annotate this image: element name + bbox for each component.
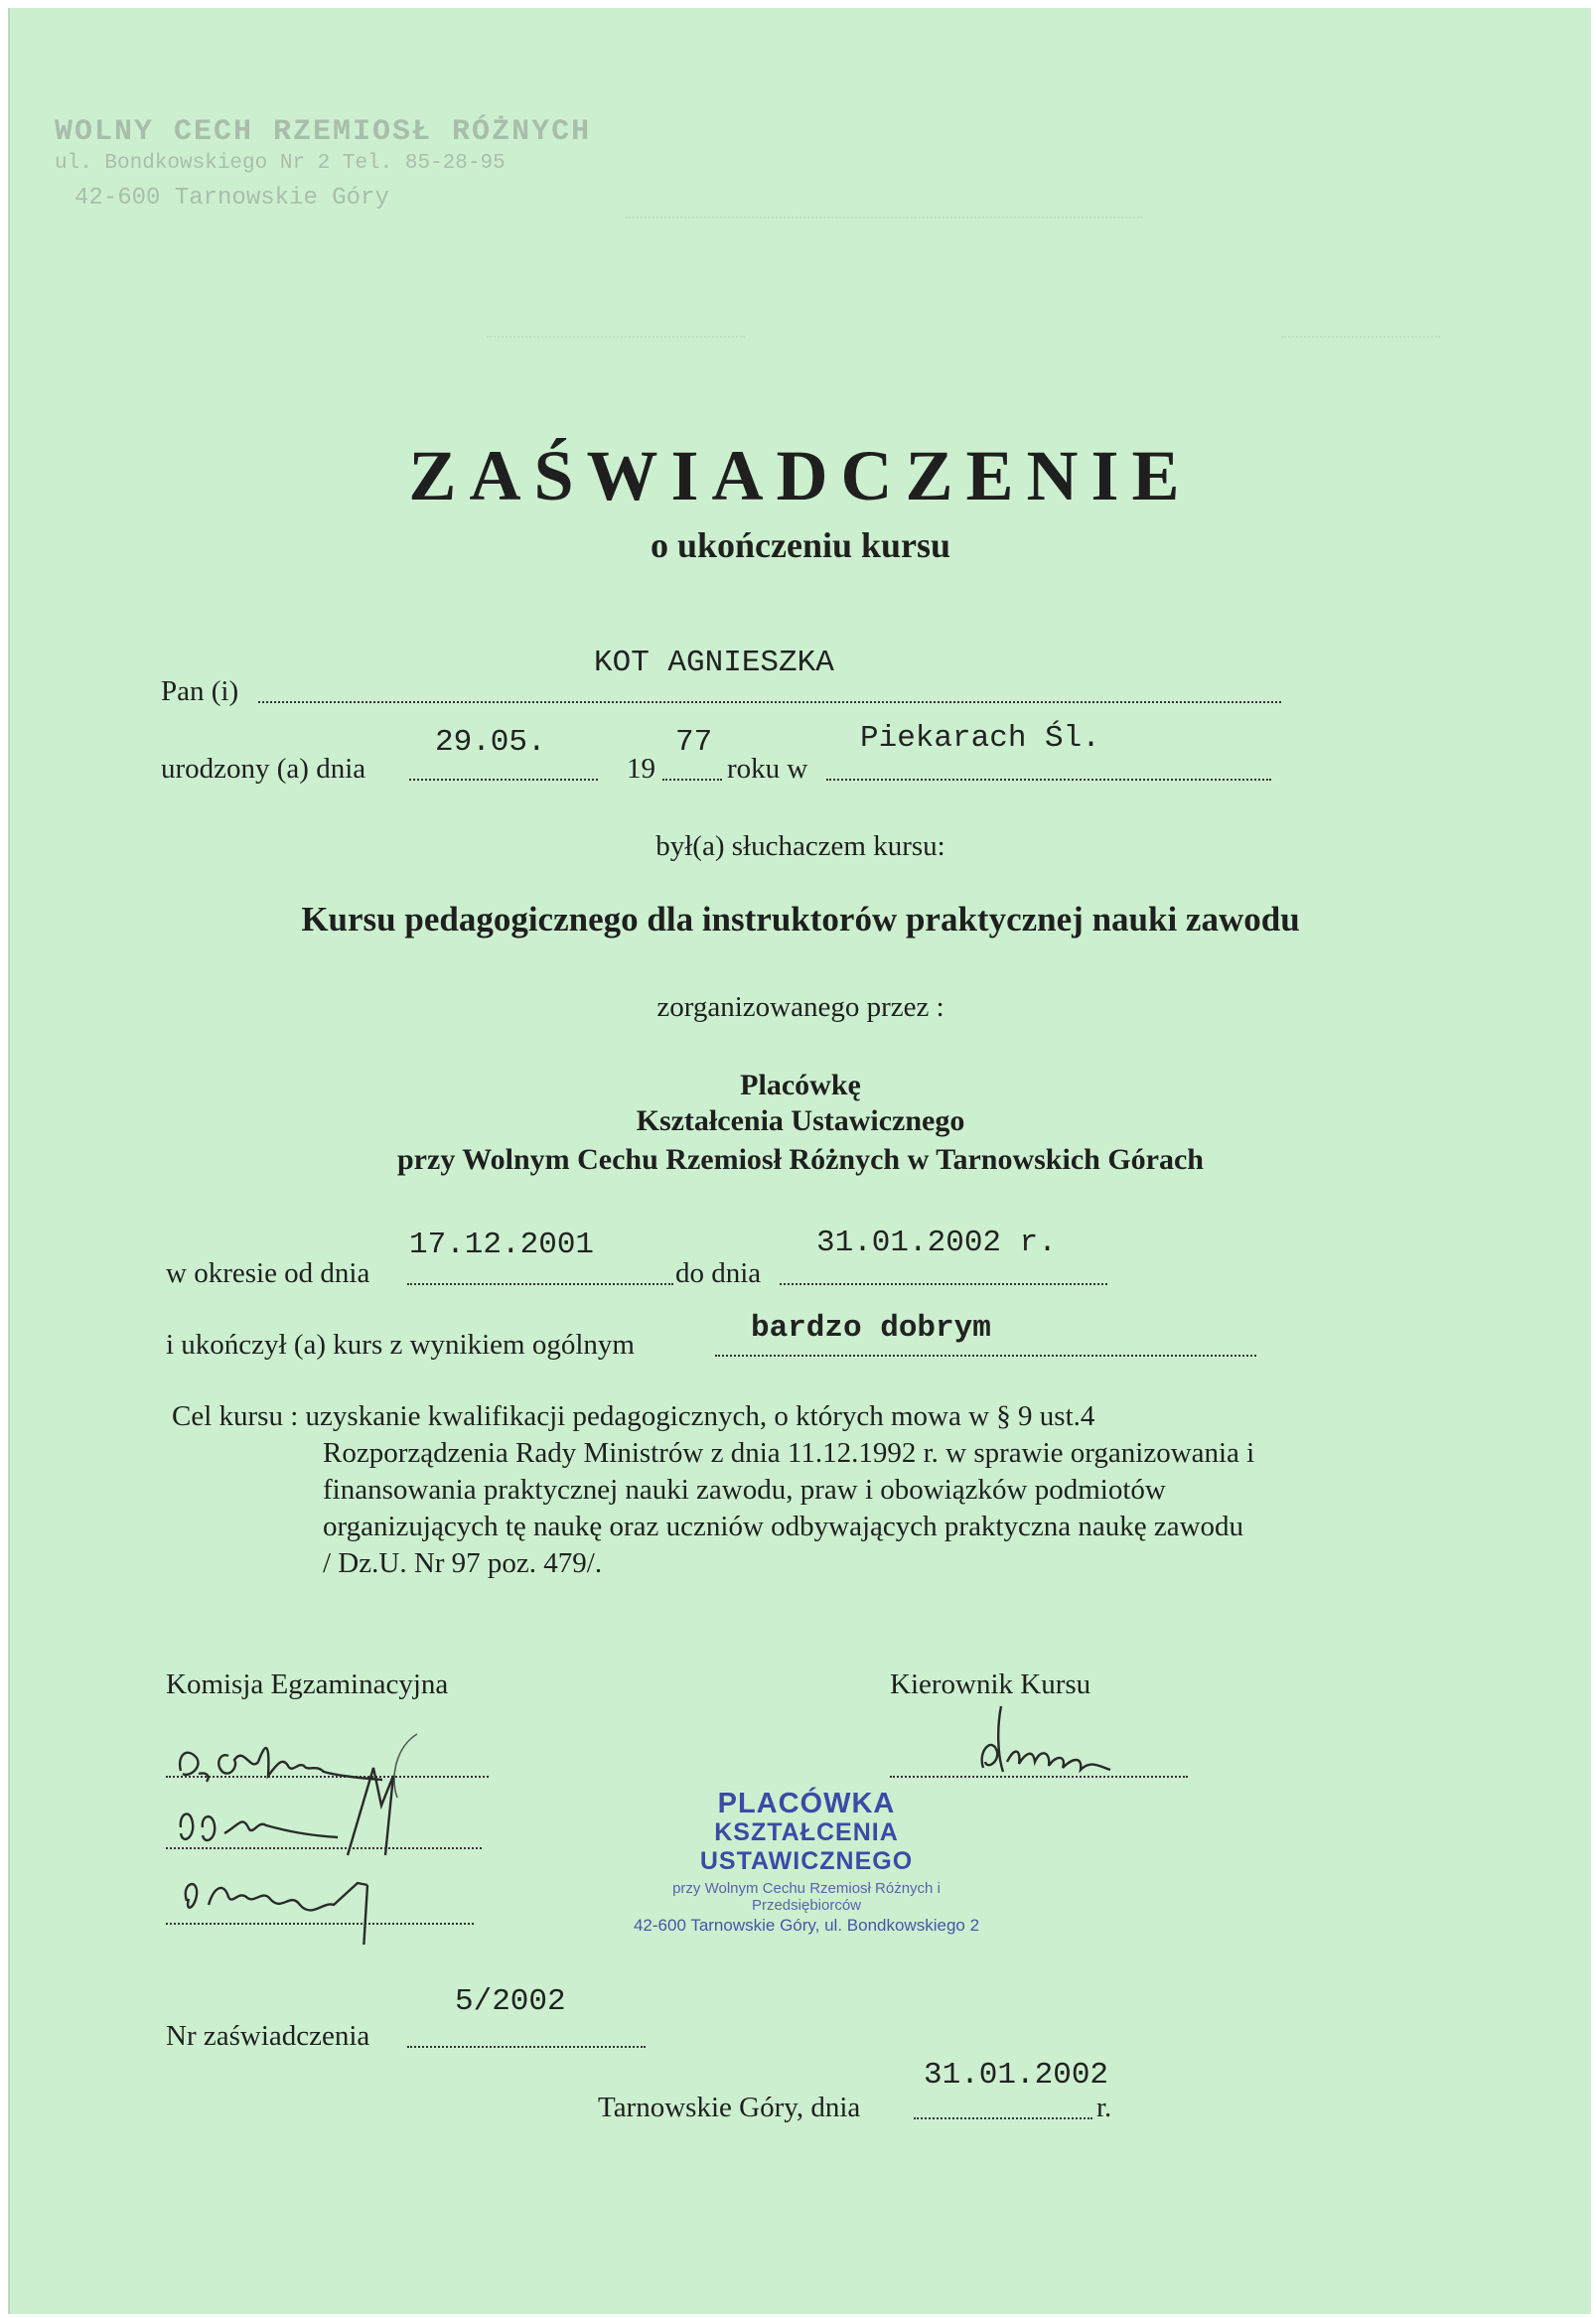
- manager-label: Kierownik Kursu: [890, 1668, 1091, 1700]
- issue-date-dotted-line: [914, 2117, 1092, 2119]
- result-value: bardzo dobrym: [751, 1311, 991, 1346]
- certificate-page: [8, 8, 1591, 2314]
- birth-place-dotted-line: [826, 779, 1271, 781]
- organizer-line2: Kształcenia Ustawicznego: [636, 1104, 965, 1137]
- listener-label: był(a) słuchaczem kursu:: [655, 830, 945, 862]
- period-to-dotted-line: [780, 1283, 1107, 1285]
- result-dotted-line: [715, 1355, 1256, 1357]
- birth-day-month: 29.05.: [435, 725, 546, 760]
- commission-signatures: [159, 1716, 576, 1945]
- seal-line4: 42-600 Tarnowskie Góry, ul. Bondkowskiego 2: [633, 1916, 980, 1935]
- recipient-name: KOT AGNIESZKA: [594, 646, 834, 680]
- signature-1: [180, 1748, 382, 1782]
- century-label: 19: [627, 753, 655, 785]
- seal-line1: PLACÓWKA: [717, 1788, 896, 1819]
- document-subtitle: o ukończeniu kursu: [650, 525, 951, 565]
- goal-line5: / Dz.U. Nr 97 poz. 479/.: [323, 1547, 603, 1579]
- period-from-date: 17.12.2001: [409, 1228, 595, 1262]
- signature-2: [181, 1768, 393, 1855]
- certificate-number-label: Nr zaświadczenia: [166, 2020, 370, 2052]
- signature-3: [186, 1883, 367, 1945]
- recipient-dotted-line: [258, 701, 1281, 703]
- birth-place: Piekarach Śl.: [860, 721, 1100, 756]
- course-name: Kursu pedagogicznego dla instruktorów praktycznej nauki zawodu: [301, 900, 1300, 939]
- certificate-number-dotted-line: [407, 2046, 646, 2048]
- show-through-line: [1281, 336, 1440, 338]
- course-goal: [172, 1398, 1254, 1582]
- period-from-dotted-line: [407, 1283, 673, 1285]
- goal-line3: finansowania praktycznej nauki zawodu, praw i obowiązków podmiotów: [323, 1474, 1166, 1506]
- commission-label: Komisja Egzaminacyjna: [166, 1668, 449, 1700]
- issue-label: Tarnowskie Góry, dnia: [598, 2092, 861, 2123]
- header-stamp-line2: ul. Bondkowskiego Nr 2 Tel. 85-28-95: [55, 152, 506, 175]
- issue-date: 31.01.2002: [924, 2058, 1109, 2093]
- goal-line1: uzyskanie kwalifikacji pedagogicznych, o których mowa w § 9 ust.4: [305, 1400, 1095, 1432]
- header-stamp-line3: 42-600 Tarnowskie Góry: [74, 185, 389, 212]
- manager-signature: [963, 1696, 1152, 1786]
- goal-label: Cel kursu :: [172, 1400, 299, 1432]
- organizer-line3: przy Wolnym Cechu Rzemiosł Różnych w Tarnowskich Górach: [397, 1143, 1204, 1176]
- period-to-label: do dnia: [675, 1257, 762, 1289]
- certificate-number: 5/2002: [455, 1984, 566, 2019]
- period-from-label: w okresie od dnia: [166, 1257, 370, 1289]
- document-title: ZAŚWIADCZENIE: [408, 436, 1193, 515]
- issue-suffix: r.: [1096, 2092, 1112, 2123]
- roku-label: roku w: [727, 753, 808, 785]
- seal-line3: przy Wolnym Cechu Rzemiosł Różnych i Przedsiębiorców: [672, 1880, 941, 1914]
- goal-line2: Rozporządzenia Rady Ministrów z dnia 11.12.1992 r. w sprawie organizowania i: [323, 1437, 1255, 1469]
- signature-1-flourish: [394, 1734, 417, 1798]
- show-through-line: [626, 217, 1142, 218]
- birth-year-dotted-line: [662, 779, 722, 781]
- result-label: i ukończył (a) kurs z wynikiem ogólnym: [166, 1329, 635, 1361]
- goal-line4: organizujących tę naukę oraz uczniów odbywających praktyczna naukę zawodu: [323, 1511, 1244, 1542]
- show-through-line: [487, 336, 745, 338]
- period-to-date: 31.01.2002 r.: [816, 1226, 1057, 1260]
- header-stamp-line1: WOLNY CECH RZEMIOSŁ RÓŻNYCH: [55, 115, 592, 149]
- organized-label: zorganizowanego przez :: [656, 991, 944, 1023]
- institution-seal: [618, 1788, 995, 1936]
- recipient-label: Pan (i): [161, 675, 239, 707]
- birth-label: urodzony (a) dnia: [161, 753, 366, 785]
- birth-year: 77: [675, 725, 713, 760]
- birth-date-dotted-line: [409, 779, 598, 781]
- seal-line2: KSZTAŁCENIA USTAWICZNEGO: [699, 1818, 914, 1875]
- organizer-line1: Placówkę: [740, 1069, 861, 1101]
